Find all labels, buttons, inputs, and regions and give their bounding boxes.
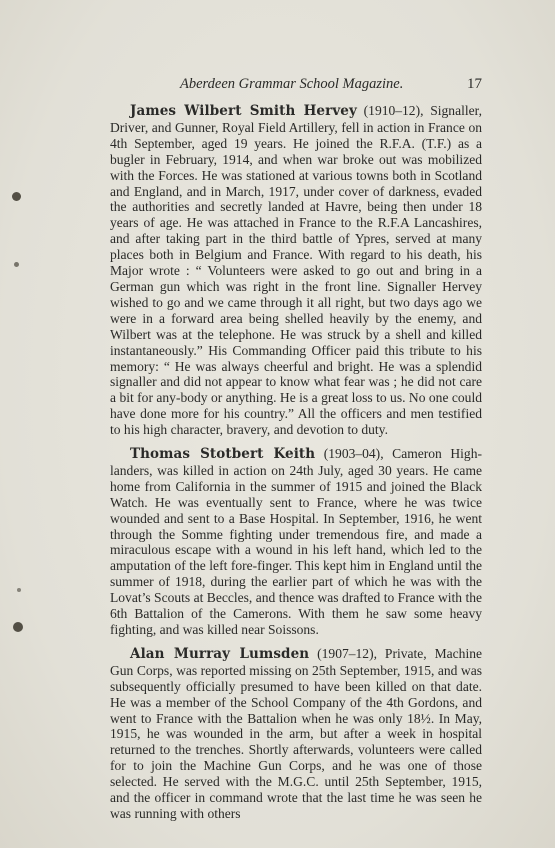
obituary-entry xyxy=(110,103,482,438)
soldier-name: Thomas Stotbert Keith xyxy=(130,446,316,463)
margin-smudge xyxy=(12,192,21,201)
margin-smudge xyxy=(13,622,23,632)
obituary-entry xyxy=(110,646,482,822)
magazine-title: Aberdeen Grammar School Magazine. xyxy=(180,76,404,92)
entry-text: (1910–12), Signaller, Driver, and Gunner, Royal Field Artillery, fell in action in France on 4th September, aged 19 years. He joined the R.F.A. (T.F.) as a bugler in February, 1914, and when war broke out was mobilized with the Forces. He was stationed at various towns both in Scotland and England, and in March, 1917, under cover of darkness, evaded the authorities and secretly landed at Havre, being then under 18 years of age. He was attached in France to the R.F.A Lancashires, and after taking part in the third battle of Ypres, served at many places both in Belgium and France. With regard to his death, his Major wrote : “ Volunteers were asked to go out and bring in a German gun which was right in the front line. Signaller Hervey wished to go and we came through it all right, but two days ago we were in a forward area being shelled heavily by the enemy, and Wilbert was at the telephone. He was struck by a shell and killed instantaneously.” His Commanding Officer paid this tribute to his memory: “ He was always cheerful and bright. He was a splendid signaller and did not appear to know what fear was ; he did not care a bit for any-body or anything. He is a great loss to us. No one could have done more for his country.” All the officers and men testified to his high character, bravery, and devotion to duty. xyxy=(110,103,482,438)
soldier-name: James Wilbert Smith Hervey xyxy=(130,103,357,119)
margin-smudge xyxy=(17,588,21,592)
entry-text: (1903–04), Cameron High-landers, was killed in action on 24th July, aged 30 years. He came home from California in the summer of 1915 and joined the Black Watch. He was eventually sent to France, where he was twice wounded and sent to a Base Hospital. In September, 1916, he went through the Somme fighting under tremendous fire, and made a miraculous escape with a wound in his left hand, which led to the amputation of the left fore-finger. This kept him in England until the summer of 1918, during the earlier part of which he was with the Lovat’s Scouts at Beccles, and thence was drafted to France with the 6th Battalion of the Camerons. With them he saw some heavy fighting, and was killed near Soissons. xyxy=(110,446,482,637)
margin-smudge xyxy=(14,262,19,267)
obituary-entry xyxy=(110,446,482,638)
soldier-name: Alan Murray Lumsden xyxy=(130,645,310,662)
page-number: 17 xyxy=(467,76,482,92)
entry-text: (1907–12), Private, Machine Gun Corps, was reported missing on 25th September, 1915, and was subsequently officially presumed to have been killed on that date. He was a member of the School Company of the 4th Gordons, and went to France with the Battalion when he was only 18½. In May, 1915, he was wounded in the arm, but after a week in hospital returned to the trenches. Shortly afterwards, volunteers were called for to join the Machine Gun Corps, and he was one of those selected. He served with the M.G.C. until 25th September, 1915, and the officer in command wrote that the last time he was seen he was running with others xyxy=(110,645,483,821)
article-body xyxy=(110,103,482,830)
